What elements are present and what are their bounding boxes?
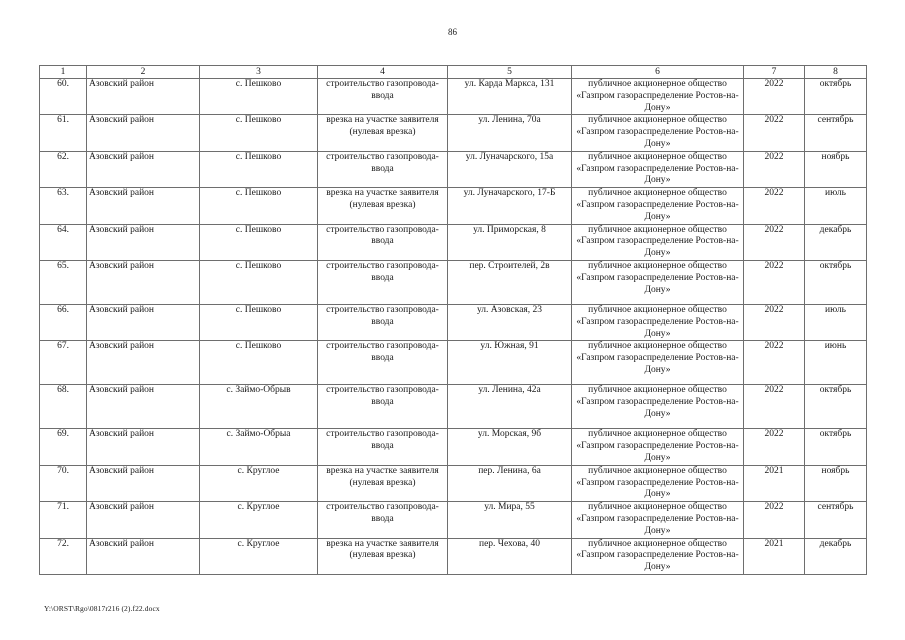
address-cell: ул. Луначарского, 17-Б bbox=[448, 188, 572, 224]
file-path-footer: Y:\ORST\Rgo\0817r216 (2).f22.docx bbox=[44, 604, 160, 613]
table-body bbox=[40, 79, 867, 575]
locality-cell: с. Круглое bbox=[200, 465, 318, 501]
page-number: 86 bbox=[448, 27, 457, 37]
month-cell: декабрь bbox=[805, 224, 867, 260]
row-number: 67. bbox=[40, 341, 87, 385]
row-number: 68. bbox=[40, 385, 87, 429]
address-cell: ул. Южная, 91 bbox=[448, 341, 572, 385]
locality-cell: с. Пешково bbox=[200, 341, 318, 385]
work-type-cell: врезка на участке заявителя (нулевая врезка) bbox=[318, 115, 448, 151]
address-cell: ул. Азовская, 23 bbox=[448, 304, 572, 340]
district-cell: Азовский район bbox=[87, 465, 200, 501]
row-number: 66. bbox=[40, 304, 87, 340]
year-cell: 2022 bbox=[744, 79, 805, 115]
month-cell: ноябрь bbox=[805, 465, 867, 501]
work-type-cell: строительство газопровода-ввода bbox=[318, 385, 448, 429]
locality-cell: с. Пешково bbox=[200, 304, 318, 340]
table-row bbox=[40, 188, 867, 224]
month-cell: октябрь bbox=[805, 260, 867, 304]
month-cell: июнь bbox=[805, 341, 867, 385]
address-cell: пер. Чехова, 40 bbox=[448, 538, 572, 574]
work-type-cell: врезка на участке заявителя (нулевая врезка) bbox=[318, 465, 448, 501]
organization-cell: публичное акционерное общество «Газпром газораспределение Ростов-на-Дону» bbox=[572, 260, 744, 304]
district-cell: Азовский район bbox=[87, 538, 200, 574]
year-cell: 2022 bbox=[744, 341, 805, 385]
district-cell: Азовский район bbox=[87, 304, 200, 340]
table-row bbox=[40, 538, 867, 574]
year-cell: 2022 bbox=[744, 151, 805, 187]
work-type-cell: строительство газопровода-ввода bbox=[318, 151, 448, 187]
locality-cell: с. Пешково bbox=[200, 79, 318, 115]
month-cell: ноябрь bbox=[805, 151, 867, 187]
locality-cell: с. Займо-Обрыв bbox=[200, 385, 318, 429]
locality-cell: с. Пешково bbox=[200, 260, 318, 304]
column-header: 1 bbox=[40, 66, 87, 79]
month-cell: октябрь bbox=[805, 385, 867, 429]
work-type-cell: строительство газопровода-ввода bbox=[318, 79, 448, 115]
year-cell: 2022 bbox=[744, 224, 805, 260]
address-cell: ул. Луначарского, 15а bbox=[448, 151, 572, 187]
column-header: 6 bbox=[572, 66, 744, 79]
table-row bbox=[40, 341, 867, 385]
column-header: 8 bbox=[805, 66, 867, 79]
month-cell: июль bbox=[805, 188, 867, 224]
organization-cell: публичное акционерное общество «Газпром газораспределение Ростов-на-Дону» bbox=[572, 538, 744, 574]
locality-cell: с. Пешково bbox=[200, 151, 318, 187]
organization-cell: публичное акционерное общество «Газпром газораспределение Ростов-на-Дону» bbox=[572, 385, 744, 429]
district-cell: Азовский район bbox=[87, 224, 200, 260]
locality-cell: с. Круглое bbox=[200, 538, 318, 574]
address-cell: ул. Карда Маркса, 131 bbox=[448, 79, 572, 115]
organization-cell: публичное акционерное общество «Газпром газораспределение Ростов-на-Дону» bbox=[572, 429, 744, 465]
locality-cell: с. Займо-Обрыа bbox=[200, 429, 318, 465]
year-cell: 2022 bbox=[744, 385, 805, 429]
column-header: 3 bbox=[200, 66, 318, 79]
address-cell: пер. Строителей, 2в bbox=[448, 260, 572, 304]
table-row bbox=[40, 304, 867, 340]
row-number: 60. bbox=[40, 79, 87, 115]
organization-cell: публичное акционерное общество «Газпром газораспределение Ростов-на-Дону» bbox=[572, 502, 744, 538]
district-cell: Азовский район bbox=[87, 115, 200, 151]
organization-cell: публичное акционерное общество «Газпром газораспределение Ростов-на-Дону» bbox=[572, 465, 744, 501]
work-type-cell: строительство газопровода-ввода bbox=[318, 304, 448, 340]
row-number: 69. bbox=[40, 429, 87, 465]
organization-cell: публичное акционерное общество «Газпром газораспределение Ростов-на-Дону» bbox=[572, 341, 744, 385]
year-cell: 2022 bbox=[744, 188, 805, 224]
locality-cell: с. Круглое bbox=[200, 502, 318, 538]
address-cell: пер. Ленина, 6а bbox=[448, 465, 572, 501]
district-cell: Азовский район bbox=[87, 385, 200, 429]
district-cell: Азовский район bbox=[87, 260, 200, 304]
row-number: 63. bbox=[40, 188, 87, 224]
column-header: 5 bbox=[448, 66, 572, 79]
table-row bbox=[40, 502, 867, 538]
district-cell: Азовский район bbox=[87, 341, 200, 385]
year-cell: 2022 bbox=[744, 115, 805, 151]
month-cell: сентябрь bbox=[805, 502, 867, 538]
year-cell: 2022 bbox=[744, 304, 805, 340]
row-number: 71. bbox=[40, 502, 87, 538]
column-header: 7 bbox=[744, 66, 805, 79]
locality-cell: с. Пешково bbox=[200, 188, 318, 224]
table-row bbox=[40, 429, 867, 465]
month-cell: октябрь bbox=[805, 79, 867, 115]
address-cell: ул. Ленина, 70а bbox=[448, 115, 572, 151]
year-cell: 2022 bbox=[744, 260, 805, 304]
district-cell: Азовский район bbox=[87, 429, 200, 465]
month-cell: июль bbox=[805, 304, 867, 340]
district-cell: Азовский район bbox=[87, 502, 200, 538]
address-cell: ул. Ленина, 42а bbox=[448, 385, 572, 429]
locality-cell: с. Пешково bbox=[200, 224, 318, 260]
month-cell: сентябрь bbox=[805, 115, 867, 151]
district-cell: Азовский район bbox=[87, 79, 200, 115]
table-row bbox=[40, 224, 867, 260]
work-type-cell: строительство газопровода-ввода bbox=[318, 260, 448, 304]
address-cell: ул. Морская, 9б bbox=[448, 429, 572, 465]
work-type-cell: врезка на участке заявителя (нулевая врезка) bbox=[318, 538, 448, 574]
year-cell: 2021 bbox=[744, 538, 805, 574]
table-row bbox=[40, 115, 867, 151]
year-cell: 2022 bbox=[744, 502, 805, 538]
table-row bbox=[40, 465, 867, 501]
organization-cell: публичное акционерное общество «Газпром газораспределение Ростов-на-Дону» bbox=[572, 79, 744, 115]
organization-cell: публичное акционерное общество «Газпром газораспределение Ростов-на-Дону» bbox=[572, 188, 744, 224]
table-row bbox=[40, 151, 867, 187]
address-cell: ул. Мира, 55 bbox=[448, 502, 572, 538]
year-cell: 2021 bbox=[744, 465, 805, 501]
organization-cell: публичное акционерное общество «Газпром газораспределение Ростов-на-Дону» bbox=[572, 115, 744, 151]
work-type-cell: строительство газопровода-ввода bbox=[318, 341, 448, 385]
gasification-table bbox=[39, 65, 867, 575]
row-number: 64. bbox=[40, 224, 87, 260]
work-type-cell: строительство газопровода-ввода bbox=[318, 429, 448, 465]
district-cell: Азовский район bbox=[87, 151, 200, 187]
work-type-cell: строительство газопровода-ввода bbox=[318, 224, 448, 260]
column-header: 4 bbox=[318, 66, 448, 79]
row-number: 62. bbox=[40, 151, 87, 187]
organization-cell: публичное акционерное общество «Газпром газораспределение Ростов-на-Дону» bbox=[572, 304, 744, 340]
month-cell: октябрь bbox=[805, 429, 867, 465]
row-number: 72. bbox=[40, 538, 87, 574]
row-number: 61. bbox=[40, 115, 87, 151]
organization-cell: публичное акционерное общество «Газпром газораспределение Ростов-на-Дону» bbox=[572, 151, 744, 187]
district-cell: Азовский район bbox=[87, 188, 200, 224]
column-number-row bbox=[40, 66, 867, 79]
work-type-cell: строительство газопровода-ввода bbox=[318, 502, 448, 538]
table-row bbox=[40, 79, 867, 115]
column-header: 2 bbox=[87, 66, 200, 79]
locality-cell: с. Пешково bbox=[200, 115, 318, 151]
row-number: 70. bbox=[40, 465, 87, 501]
organization-cell: публичное акционерное общество «Газпром газораспределение Ростов-на-Дону» bbox=[572, 224, 744, 260]
row-number: 65. bbox=[40, 260, 87, 304]
address-cell: ул. Приморская, 8 bbox=[448, 224, 572, 260]
year-cell: 2022 bbox=[744, 429, 805, 465]
month-cell: декабрь bbox=[805, 538, 867, 574]
work-type-cell: врезка на участке заявителя (нулевая врезка) bbox=[318, 188, 448, 224]
table-row bbox=[40, 260, 867, 304]
table-row bbox=[40, 385, 867, 429]
